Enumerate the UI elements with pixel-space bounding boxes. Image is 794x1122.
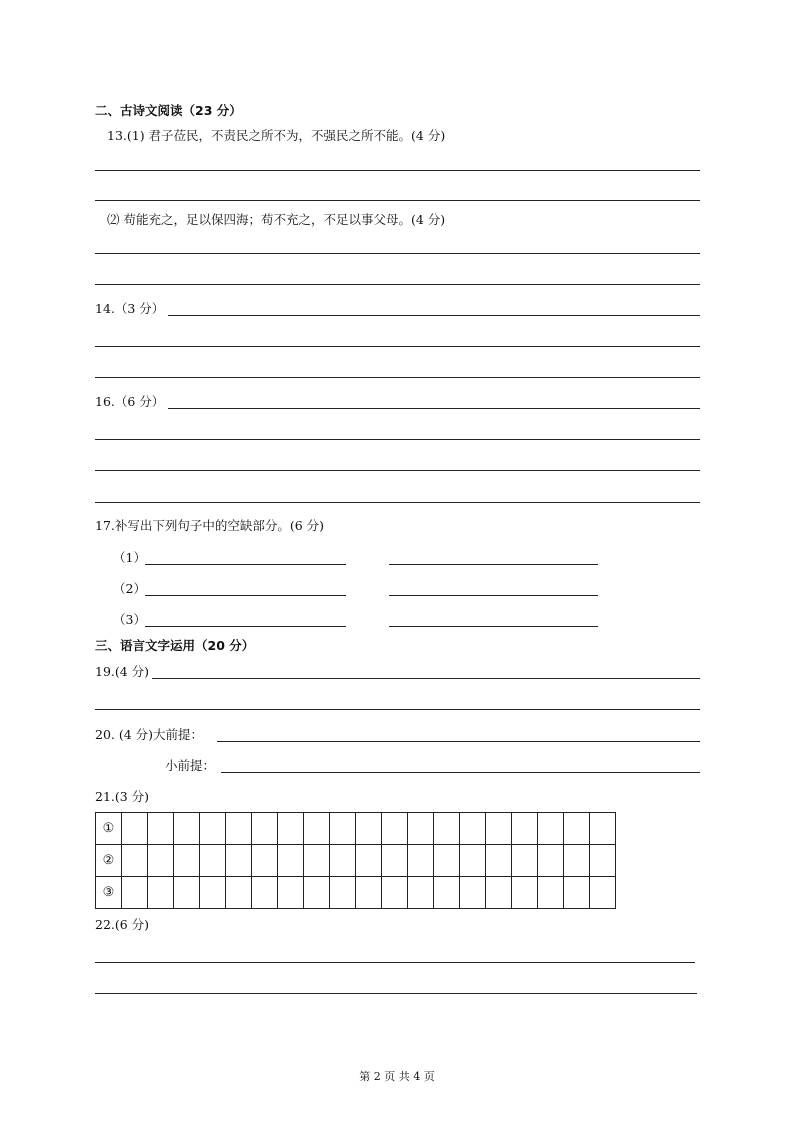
grid-cell[interactable] xyxy=(564,877,590,909)
grid-cell[interactable] xyxy=(408,813,434,845)
grid-cell[interactable] xyxy=(304,877,330,909)
q21-label: 21.(3 分) xyxy=(95,789,150,804)
grid-cell[interactable] xyxy=(382,813,408,845)
grid-cell[interactable] xyxy=(486,813,512,845)
grid-cell[interactable] xyxy=(330,813,356,845)
answer-line[interactable] xyxy=(95,170,700,171)
answer-line[interactable] xyxy=(221,772,700,773)
grid-cell[interactable] xyxy=(408,877,434,909)
answer-line[interactable] xyxy=(95,253,700,254)
answer-line[interactable] xyxy=(95,470,700,471)
answer-line[interactable] xyxy=(168,408,700,409)
grid-cell[interactable] xyxy=(564,813,590,845)
grid-cell[interactable] xyxy=(330,877,356,909)
grid-cell[interactable] xyxy=(538,813,564,845)
answer-line[interactable] xyxy=(168,315,700,316)
grid-cell[interactable] xyxy=(460,813,486,845)
grid-cell[interactable] xyxy=(278,845,304,877)
grid-cell[interactable] xyxy=(122,877,148,909)
grid-cell[interactable] xyxy=(226,813,252,845)
answer-line[interactable] xyxy=(95,346,700,347)
answer-line[interactable] xyxy=(145,595,346,596)
grid-row xyxy=(96,845,616,877)
grid-cell[interactable] xyxy=(512,877,538,909)
grid-cell[interactable] xyxy=(382,877,408,909)
q20-major-premise-label: 20. (4 分)大前提： xyxy=(95,727,204,742)
grid-row-label: ③ xyxy=(96,877,122,909)
answer-line[interactable] xyxy=(95,502,700,503)
grid-row xyxy=(96,877,616,909)
answer-line[interactable] xyxy=(95,993,697,994)
answer-line[interactable] xyxy=(95,962,695,963)
answer-line[interactable] xyxy=(389,564,598,565)
grid-cell[interactable] xyxy=(174,845,200,877)
grid-row xyxy=(96,813,616,845)
q17-label: 17.补写出下列句子中的空缺部分。(6 分) xyxy=(95,518,325,533)
answer-line[interactable] xyxy=(217,741,700,742)
grid-cell[interactable] xyxy=(304,813,330,845)
answer-line[interactable] xyxy=(95,709,700,710)
q13-part1-prompt: 13.(1) 君子莅民，不责民之所不为，不强民之所不能。(4 分) xyxy=(107,128,446,143)
section2-title: 二、古诗文阅读（23 分） xyxy=(95,103,242,118)
answer-line[interactable] xyxy=(145,626,346,627)
grid-cell[interactable] xyxy=(226,845,252,877)
grid-cell[interactable] xyxy=(460,845,486,877)
answer-line[interactable] xyxy=(152,678,700,679)
grid-cell[interactable] xyxy=(512,813,538,845)
q14-label: 14.（3 分） xyxy=(95,301,165,316)
grid-cell[interactable] xyxy=(174,813,200,845)
grid-cell[interactable] xyxy=(564,845,590,877)
grid-cell[interactable] xyxy=(538,845,564,877)
grid-cell[interactable] xyxy=(434,845,460,877)
grid-cell[interactable] xyxy=(330,845,356,877)
grid-cell[interactable] xyxy=(122,813,148,845)
q20-minor-premise-label: 小前提： xyxy=(165,758,216,773)
grid-cell[interactable] xyxy=(200,813,226,845)
grid-cell[interactable] xyxy=(486,845,512,877)
grid-cell[interactable] xyxy=(174,877,200,909)
grid-cell[interactable] xyxy=(252,877,278,909)
grid-cell[interactable] xyxy=(590,813,616,845)
grid-cell[interactable] xyxy=(200,845,226,877)
answer-line[interactable] xyxy=(389,595,598,596)
q13-part2-prompt: ⑵ 苟能充之，足以保四海；苟不充之，不足以事父母。(4 分) xyxy=(107,212,446,227)
grid-cell[interactable] xyxy=(434,813,460,845)
grid-row-label: ① xyxy=(96,813,122,845)
grid-cell[interactable] xyxy=(304,845,330,877)
q22-label: 22.(6 分) xyxy=(95,917,150,932)
grid-cell[interactable] xyxy=(252,845,278,877)
grid-cell[interactable] xyxy=(148,877,174,909)
answer-line[interactable] xyxy=(95,284,700,285)
grid-cell[interactable] xyxy=(252,813,278,845)
q17-item-label: （2） xyxy=(113,581,146,596)
q17-item-label: （3） xyxy=(113,612,146,627)
grid-cell[interactable] xyxy=(278,813,304,845)
grid-row-label: ② xyxy=(96,845,122,877)
grid-cell[interactable] xyxy=(382,845,408,877)
grid-cell[interactable] xyxy=(122,845,148,877)
grid-cell[interactable] xyxy=(200,877,226,909)
grid-cell[interactable] xyxy=(408,845,434,877)
answer-line[interactable] xyxy=(95,200,700,201)
grid-cell[interactable] xyxy=(486,877,512,909)
answer-line[interactable] xyxy=(95,377,700,378)
grid-cell[interactable] xyxy=(356,813,382,845)
section3-title: 三、语言文字运用（20 分） xyxy=(95,638,255,653)
q16-label: 16.（6 分） xyxy=(95,394,165,409)
grid-cell[interactable] xyxy=(538,877,564,909)
grid-cell[interactable] xyxy=(226,877,252,909)
answer-line[interactable] xyxy=(145,564,346,565)
grid-cell[interactable] xyxy=(356,877,382,909)
grid-cell[interactable] xyxy=(590,877,616,909)
grid-cell[interactable] xyxy=(590,845,616,877)
page-footer: 第 2 页 共 4 页 xyxy=(359,1070,435,1083)
grid-cell[interactable] xyxy=(148,813,174,845)
answer-line[interactable] xyxy=(95,439,700,440)
grid-cell[interactable] xyxy=(356,845,382,877)
q17-item-label: （1） xyxy=(113,550,146,565)
grid-cell[interactable] xyxy=(460,877,486,909)
grid-cell[interactable] xyxy=(512,845,538,877)
answer-line[interactable] xyxy=(389,626,598,627)
grid-cell[interactable] xyxy=(278,877,304,909)
grid-cell[interactable] xyxy=(148,845,174,877)
grid-cell[interactable] xyxy=(434,877,460,909)
answer-grid xyxy=(95,812,616,909)
q19-label: 19.(4 分) xyxy=(95,664,150,679)
